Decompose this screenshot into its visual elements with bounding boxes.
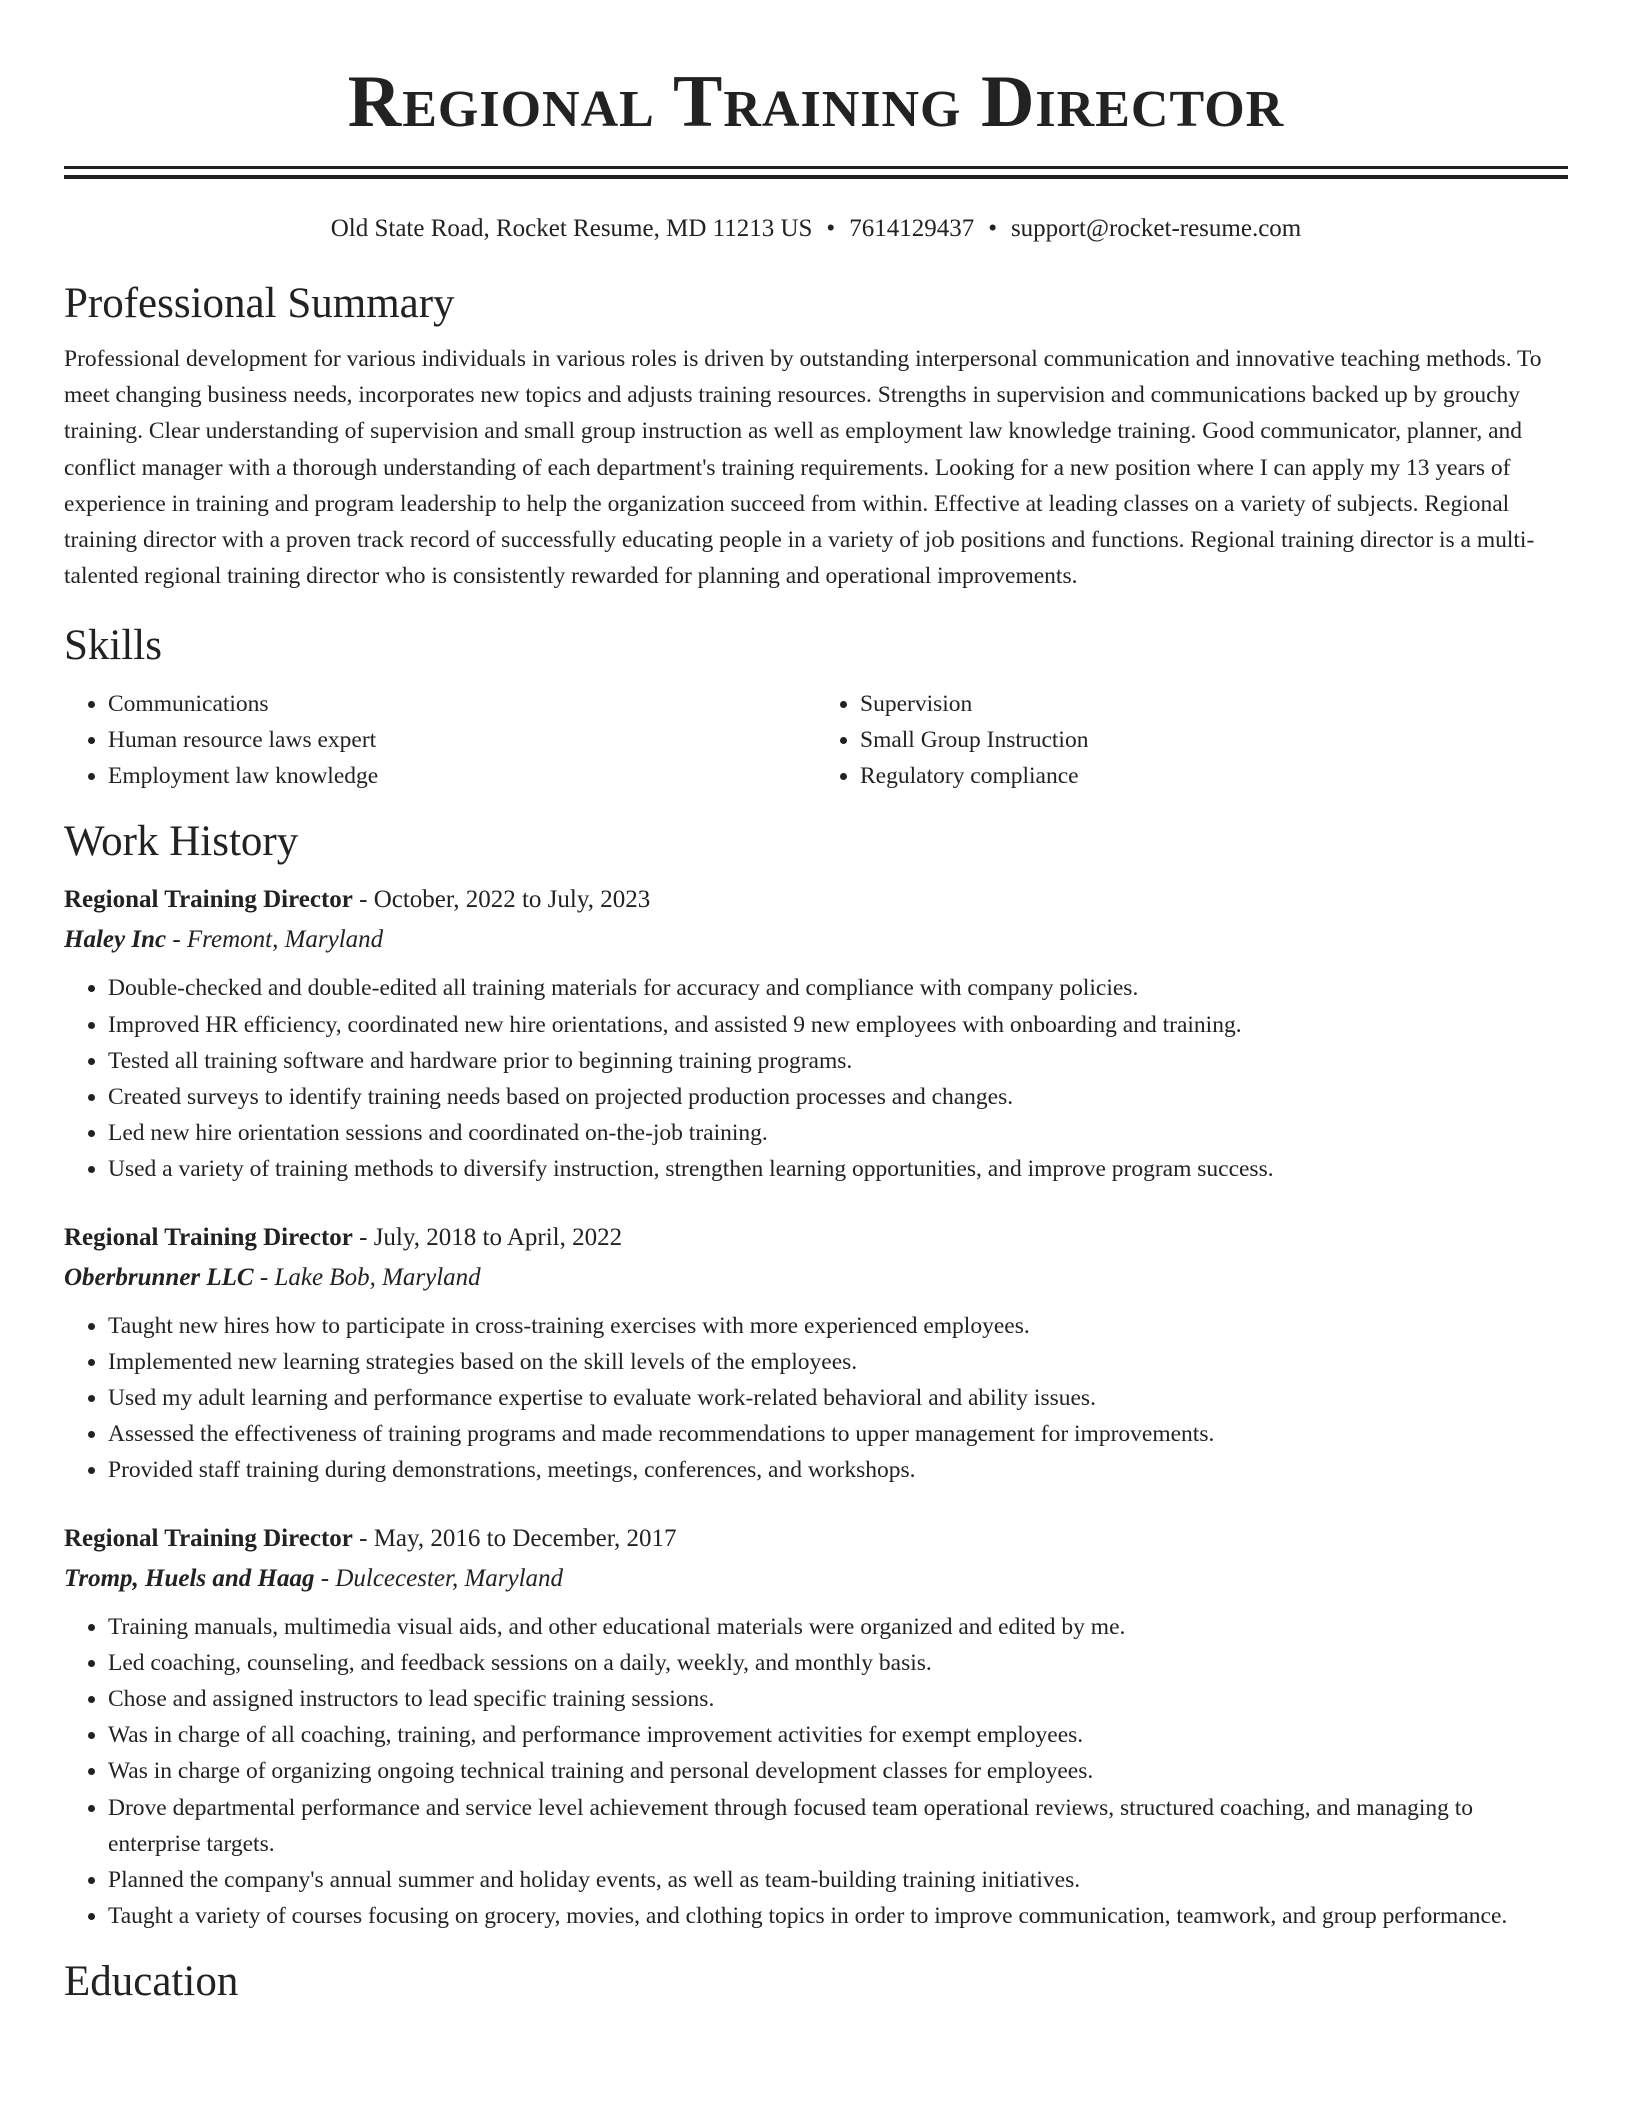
job-duties bbox=[64, 1308, 1568, 1489]
duty-item: • Led new hire orientation sessions and coordinated on-the-job training. bbox=[108, 1115, 1568, 1151]
resume-title: Regional Training Director bbox=[347, 61, 1285, 143]
job-role: Regional Training Director bbox=[64, 1223, 353, 1251]
work-history-heading: Work History bbox=[64, 818, 299, 866]
job-location: - Fremont, Maryland bbox=[166, 926, 384, 954]
job-entry bbox=[64, 1519, 1568, 1935]
job-company: Tromp, Huels and Haag bbox=[64, 1564, 315, 1592]
duty-item: • Planned the company's annual summer and holiday events, as well as team-building training initiatives. bbox=[108, 1862, 1568, 1898]
job-company: Haley Inc bbox=[64, 926, 167, 954]
job-header bbox=[64, 880, 1568, 920]
title-divider-bottom bbox=[64, 175, 1568, 179]
duty-item: • Drove departmental performance and service level achievement through focused team operational reviews, structured coaching, and managing to enterprise targets. bbox=[108, 1790, 1568, 1862]
job-location: - Dulcecester, Maryland bbox=[314, 1564, 564, 1592]
job-dates: - July, 2018 to April, 2022 bbox=[352, 1223, 623, 1251]
duty-item: • Used a variety of training methods to diversify instruction, strengthen learning opportunities, and improve program success. bbox=[108, 1151, 1568, 1187]
education-heading: Education bbox=[64, 1958, 239, 2006]
job-company: Oberbrunner LLC bbox=[64, 1263, 254, 1291]
duty-item: • Was in charge of all coaching, training, and performance improvement activities for exempt employees. bbox=[108, 1717, 1568, 1753]
title-divider-top bbox=[64, 166, 1568, 169]
contact-separator: • bbox=[826, 215, 836, 242]
duty-item: • Taught new hires how to participate in cross-training exercises with more experienced employees. bbox=[108, 1308, 1568, 1344]
duty-item: • Provided staff training during demonstrations, meetings, conferences, and workshops. bbox=[108, 1452, 1568, 1488]
skills-column-right bbox=[816, 686, 1568, 794]
job-role: Regional Training Director bbox=[64, 1524, 353, 1552]
job-header bbox=[64, 1519, 1568, 1559]
duty-item: • Led coaching, counseling, and feedback sessions on a daily, weekly, and monthly basis. bbox=[108, 1645, 1568, 1681]
job-dates: - May, 2016 to December, 2017 bbox=[352, 1524, 677, 1552]
duty-item: • Training manuals, multimedia visual aids, and other educational materials were organized and edited by me. bbox=[108, 1609, 1568, 1645]
duty-item: • Chose and assigned instructors to lead specific training sessions. bbox=[108, 1681, 1568, 1717]
job-role: Regional Training Director bbox=[64, 886, 353, 914]
job-company-line bbox=[64, 920, 1568, 960]
job-location: - Lake Bob, Maryland bbox=[253, 1263, 481, 1291]
contact-phone: 7614129437 bbox=[849, 215, 975, 242]
job-duties bbox=[64, 970, 1568, 1187]
skill-item: • Supervision bbox=[860, 686, 1568, 722]
job-entry bbox=[64, 1218, 1568, 1489]
job-dates: - October, 2022 to July, 2023 bbox=[352, 886, 651, 914]
skills-heading: Skills bbox=[64, 622, 162, 670]
duty-item: • Improved HR efficiency, coordinated new hire orientations, and assisted 9 new employees with onboarding and training. bbox=[108, 1007, 1568, 1043]
duty-item: • Tested all training software and hardware prior to beginning training programs. bbox=[108, 1043, 1568, 1079]
job-header bbox=[64, 1218, 1568, 1258]
duty-item: • Implemented new learning strategies based on the skill levels of the employees. bbox=[108, 1344, 1568, 1380]
skill-item: • Communications bbox=[108, 686, 816, 722]
skill-item: • Regulatory compliance bbox=[860, 758, 1568, 794]
contact-line bbox=[64, 213, 1568, 245]
job-company-line bbox=[64, 1258, 1568, 1298]
job-duties bbox=[64, 1609, 1568, 1935]
duty-item: • Used my adult learning and performance expertise to evaluate work-related behavioral and ability issues. bbox=[108, 1380, 1568, 1416]
duty-item: • Was in charge of organizing ongoing technical training and personal development classes for employees. bbox=[108, 1753, 1568, 1789]
summary-text: Professional development for various individuals in various roles is driven by outstanding interpersonal communication and innovative teaching methods. To meet changing business needs, incorporates new topics and adjusts training resources. Strengths in supervision and communications backed up by grouchy training. Clear understanding of supervision and small group instruction as well as employment law knowledge training. Good communicator, planner, and conflict manager with a thorough understanding of each department's training requirements. Looking for a new position where I can apply my 13 years of experience in training and program leadership to help the organization succeed from within. Effective at leading classes on a variety of subjects. Regional training director with a proven track record of successfully educating people in a variety of job positions and functions. Regional training director is a multi-talented regional training director who is consistently rewarded for planning and operational improvements. bbox=[64, 346, 1542, 590]
skills-list bbox=[64, 686, 1568, 794]
skills-column-left bbox=[64, 686, 816, 794]
duty-item: • Double-checked and double-edited all training materials for accuracy and compliance with company policies. bbox=[108, 970, 1568, 1006]
skill-item: • Employment law knowledge bbox=[108, 758, 816, 794]
job-entry bbox=[64, 880, 1568, 1187]
duty-item: • Taught a variety of courses focusing on grocery, movies, and clothing topics in order to improve communication, teamwork, and group performance. bbox=[108, 1898, 1568, 1934]
duty-item: • Assessed the effectiveness of training programs and made recommendations to upper management for improvements. bbox=[108, 1416, 1568, 1452]
skill-item: • Human resource laws expert bbox=[108, 722, 816, 758]
duty-item: • Created surveys to identify training needs based on projected production processes and changes. bbox=[108, 1079, 1568, 1115]
contact-email: support@rocket-resume.com bbox=[1010, 215, 1302, 242]
contact-separator: • bbox=[988, 215, 997, 242]
summary-heading: Professional Summary bbox=[64, 280, 455, 327]
contact-address: Old State Road, Rocket Resume, MD 11213 US bbox=[330, 215, 813, 242]
skill-item: • Small Group Instruction bbox=[860, 722, 1568, 758]
job-company-line bbox=[64, 1559, 1568, 1599]
